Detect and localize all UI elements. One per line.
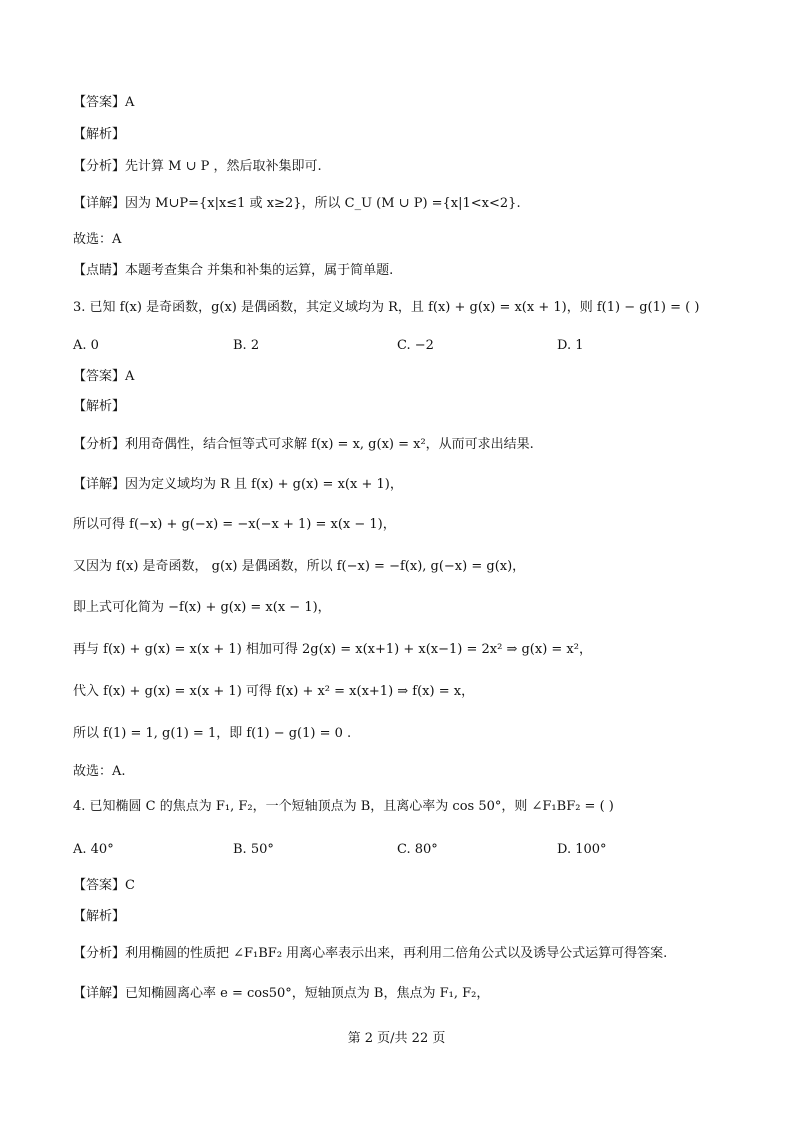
choice-text: 故选：A. — [73, 764, 126, 779]
analysis-label: 【解析】 — [73, 909, 126, 924]
derivation-line: 再与 f(x) + g(x) = x(x + 1) 相加可得 2g(x) = x(x+1) + x(x−1) = 2x² ⇒ g(x) = x²， — [73, 642, 592, 657]
detail-text: 【详解】因为 M∪P={x|x≤1 或 x≥2}，所以 C_U (M ∪ P) ={x|1<x<2}. — [73, 196, 521, 211]
page-footer: 第 2 页/共 22 页 — [347, 1031, 446, 1046]
q4-option-c: C. 80° — [397, 842, 438, 857]
answer-label: 【答案】A — [73, 369, 135, 384]
q3-option-b: B. 2 — [233, 338, 260, 353]
detail-text: 【详解】因为定义域均为 R 且 f(x) + g(x) = x(x + 1)， — [73, 477, 403, 492]
detail-text: 【详解】已知椭圆离心率 e = cos50°，短轴顶点为 B，焦点为 F₁, F₂， — [73, 986, 490, 1001]
analysis-label: 【解析】 — [73, 127, 126, 142]
q3-option-c: C. −2 — [397, 338, 434, 353]
derivation-line: 代入 f(x) + g(x) = x(x + 1) 可得 f(x) + x² = x(x+1) ⇒ f(x) = x， — [73, 684, 475, 699]
q3-option-a: A. 0 — [73, 338, 99, 353]
q3-option-d: D. 1 — [557, 338, 584, 353]
analysis-text: 【分析】先计算 M ∪ P ，然后取补集即可. — [73, 159, 322, 174]
derivation-line: 又因为 f(x) 是奇函数， g(x) 是偶函数，所以 f(−x) = −f(x), g(−x) = g(x)， — [73, 559, 526, 574]
derivation-line: 即上式可化简为 −f(x) + g(x) = x(x − 1)， — [73, 600, 331, 615]
derivation-line: 所以可得 f(−x) + g(−x) = −x(−x + 1) = x(x − 1)， — [73, 517, 396, 532]
choice-text: 故选：A — [73, 232, 122, 247]
answer-label: 【答案】C — [73, 878, 135, 893]
analysis-text: 【分析】利用椭圆的性质把 ∠F₁BF₂ 用离心率表示出来，再利用二倍角公式以及诱导公式运算可得答案. — [73, 946, 668, 961]
comment-text: 【点睛】本题考查集合 并集和补集的运算，属于简单题. — [73, 263, 394, 278]
q4-option-d: D. 100° — [557, 842, 607, 857]
analysis-label: 【解析】 — [73, 399, 126, 414]
analysis-text: 【分析】利用奇偶性，结合恒等式可求解 f(x) = x, g(x) = x²，从而可求出结果. — [73, 437, 534, 452]
q4-option-a: A. 40° — [73, 842, 114, 857]
derivation-line: 所以 f(1) = 1, g(1) = 1，即 f(1) − g(1) = 0 . — [73, 726, 352, 741]
q4-option-b: B. 50° — [233, 842, 274, 857]
question-4: 4. 已知椭圆 C 的焦点为 F₁, F₂，一个短轴顶点为 B，且离心率为 cos 50°，则 ∠F₁BF₂ = ( ) — [73, 799, 614, 814]
question-3: 3. 已知 f(x) 是奇函数，g(x) 是偶函数，其定义域均为 R，且 f(x) + g(x) = x(x + 1)，则 f(1) − g(1) = ( ) — [73, 300, 700, 315]
answer-label: 【答案】A — [73, 95, 135, 110]
